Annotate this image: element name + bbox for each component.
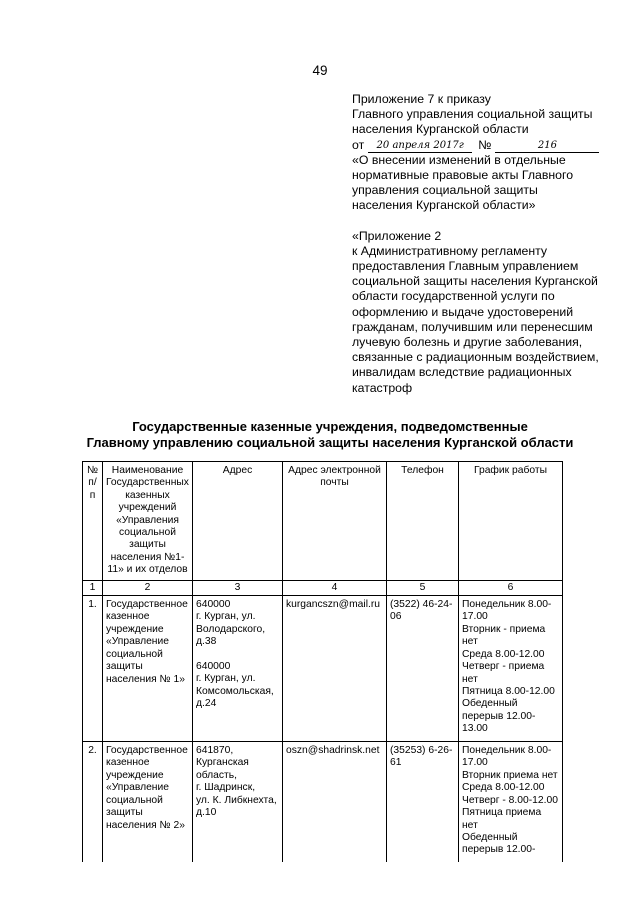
annex-reference [352, 229, 622, 396]
cell-line: Среда 8.00-12.00 [462, 648, 545, 660]
cell-line: казенное [106, 757, 150, 769]
order-title-line: населения Курганской области» [352, 198, 536, 213]
cell-line: Обеденный [462, 831, 518, 843]
annex-line: инвалидам вследствие радиационных [352, 365, 572, 380]
cell-line: нет [462, 636, 478, 648]
cell-line: Адрес электронной [288, 465, 381, 476]
annex-line: к Административному регламенту [352, 243, 548, 258]
cell-line: д.38 [196, 636, 217, 648]
cell-line: Понедельник 8.00- [462, 745, 552, 757]
annex-line: гражданам, получившим или перенесшим [352, 319, 593, 334]
cell-line: нет [462, 673, 478, 685]
order-title-line: управления социальной защиты [352, 183, 538, 198]
cell-line: 61 [390, 757, 402, 769]
cell-line: учреждение [106, 623, 164, 635]
cell-line: 17.00 [462, 757, 488, 769]
header-email [283, 462, 387, 581]
annex-line: «Приложение 2 [352, 228, 442, 243]
cell-line: населения №1- [110, 551, 185, 563]
column-number: 6 [459, 580, 563, 595]
header-address [193, 462, 283, 581]
cell-line: социальной [119, 527, 176, 539]
cell-line: 640000 [196, 661, 231, 673]
cell-line: Адрес [222, 465, 253, 476]
table-row [83, 742, 563, 862]
cell-line: учреждений [118, 502, 177, 514]
order-title-line: «О внесении изменений в отдельные [352, 152, 566, 167]
annex-line: предоставления Главным управлением [352, 259, 579, 274]
cell-line: область, [196, 769, 237, 781]
cell-line: «Управление [106, 636, 169, 648]
cell-line: «Управления [116, 514, 179, 526]
cell-line: kurgancszn@mail.ru [286, 599, 381, 611]
institutions-table [82, 461, 563, 862]
column-number: 4 [283, 580, 387, 595]
cell-line: г. Шадринск, [196, 782, 256, 794]
cell-line: перерыв 12.00- [462, 844, 536, 856]
cell-line: Среда 8.00-12.00 [462, 782, 545, 794]
cell-line: (3522) 46-24- [390, 599, 453, 611]
page-number: 49 [312, 63, 328, 78]
cell-line: социальной [106, 648, 163, 660]
cell-line: Пятница 8.00-12.00 [462, 685, 555, 697]
cell-line: Обеденный [462, 698, 518, 710]
cell-line: Государственное [106, 745, 188, 757]
institution-name [103, 596, 193, 742]
header-num [83, 462, 103, 581]
annex-line: социальной защиты населения Курганской [352, 274, 598, 289]
cell-line: 640000 [196, 599, 231, 611]
cell-line: Государственное [106, 599, 188, 611]
cell-line: защиты [106, 661, 143, 673]
header-phone [387, 462, 459, 581]
annex-line: оформлению и выдаче удостоверений [352, 304, 574, 319]
cell-line: Четверг - приема [462, 661, 545, 673]
cell-line: казенных [125, 489, 170, 501]
institution-name [103, 742, 193, 862]
handwritten-date: 20 апреля 2017г [368, 140, 472, 153]
institution-address [193, 742, 283, 862]
cell-line: (35253) 6-26- [390, 745, 453, 757]
cell-line: Наименование [111, 465, 184, 476]
cell-line: населения № 2» [106, 819, 185, 831]
cell-line: Пятница приема нет [462, 807, 542, 831]
institution-phone [387, 742, 459, 862]
cell-line [196, 649, 279, 661]
cell-line: почты [320, 477, 349, 489]
cell-line: Государственных [106, 477, 189, 489]
cell-line: казенное [106, 611, 150, 623]
institution-schedule [459, 742, 563, 862]
table-title [60, 419, 600, 451]
cell-line: социальной [106, 794, 163, 806]
institution-schedule [459, 596, 563, 742]
cell-line: ул. К. Либкнехта, [196, 794, 277, 806]
cell-line: Вторник - приема [462, 623, 546, 635]
institution-email [283, 596, 387, 742]
annex-line: лучевую болезнь и другие заболевания, [352, 335, 583, 350]
column-number: 5 [387, 580, 459, 595]
cell-line: Комсомольская, [196, 685, 274, 697]
row-number: 1. [83, 596, 103, 742]
institution-address [193, 596, 283, 742]
cell-line: Вторник приема нет [462, 769, 558, 781]
cell-line: защиты [106, 807, 143, 819]
appendix-block [352, 92, 622, 396]
cell-line: д.24 [196, 698, 217, 710]
annex-line: области государственной услуги по [352, 289, 555, 304]
cell-line: Четверг - 8.00-12.00 [462, 794, 558, 806]
cell-line: д.10 [196, 807, 217, 819]
handwritten-number: 216 [495, 140, 599, 153]
row-number: 2. [83, 742, 103, 862]
order-title-line: нормативные правовые акты Главного [352, 168, 574, 183]
cell-line: 06 [390, 611, 402, 623]
annex-line: катастроф [352, 380, 413, 395]
cell-line: п/п [88, 477, 97, 501]
cell-line: г. Курган, ул. [196, 611, 256, 623]
cell-line: Понедельник 8.00- [462, 599, 552, 611]
cell-line: Телефон [401, 465, 444, 476]
cell-line: защиты [129, 539, 166, 551]
column-number: 3 [193, 580, 283, 595]
cell-line: График работы [473, 465, 547, 476]
cell-line: 641870, [196, 745, 234, 757]
header-name [103, 462, 193, 581]
cell-line: учреждение [106, 769, 164, 781]
header-schedule [459, 462, 563, 581]
cell-line: oszn@shadrinsk.net [286, 745, 380, 757]
table-title-line: Государственные казенные учреждения, подведомственные [132, 419, 528, 434]
cell-line: 13.00 [462, 723, 488, 735]
table-row [83, 596, 563, 742]
appendix-line: Главного управления социальной защиты [352, 107, 593, 122]
column-number: 2 [103, 580, 193, 595]
column-number: 1 [83, 580, 103, 595]
cell-line: № [86, 465, 99, 476]
cell-line: Володарского, [196, 623, 266, 635]
cell-line: г. Курган, ул. [196, 673, 256, 685]
institution-email [283, 742, 387, 862]
appendix-line: населения Курганской области [352, 122, 529, 137]
table-header-row [83, 462, 563, 581]
cell-line: Курганская [196, 757, 249, 769]
annex-line: связанные с радиационным воздействием, [352, 350, 599, 365]
cell-line: перерыв 12.00- [462, 710, 536, 722]
cell-line: «Управление [106, 782, 169, 794]
column-number-row [83, 580, 563, 595]
appendix-line: Приложение 7 к приказу [352, 92, 491, 106]
cell-line: 11» и их отделов [107, 564, 188, 576]
cell-line: 17.00 [462, 611, 488, 623]
order-title [352, 153, 622, 214]
date-prefix: от [352, 137, 365, 152]
order-date-line [352, 138, 622, 153]
number-prefix: № [478, 137, 492, 152]
cell-line: населения № 1» [106, 673, 185, 685]
table-title-line: Главному управлению социальной защиты населения Курганской области [86, 435, 574, 450]
institution-phone [387, 596, 459, 742]
